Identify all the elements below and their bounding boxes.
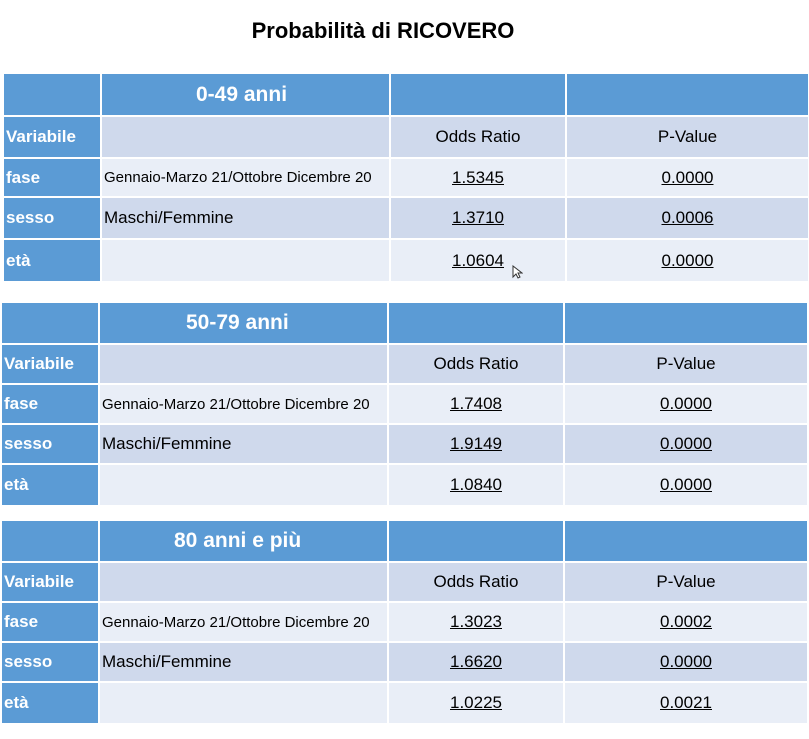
- variable-header: Variabile: [4, 117, 100, 157]
- odds-ratio-cell: 1.3710: [391, 198, 565, 238]
- variable-cell: età: [2, 465, 98, 505]
- odds-ratio-cell: 1.3023: [389, 603, 563, 641]
- description-cell: Maschi/Femmine: [100, 425, 387, 463]
- p-value-cell: 0.0000: [565, 465, 807, 505]
- description-cell: [102, 240, 389, 281]
- p-value-cell: 0.0000: [567, 240, 808, 281]
- group-header-row: [4, 74, 808, 115]
- table-row: [2, 425, 807, 463]
- variable-cell: età: [2, 683, 98, 723]
- column-header-row: [2, 345, 807, 383]
- p-value-cell: 0.0000: [565, 643, 807, 681]
- p-value-cell: 0.0000: [565, 425, 807, 463]
- p-value-cell: 0.0021: [565, 683, 807, 723]
- table-row: [4, 159, 808, 196]
- table-row: [2, 683, 807, 723]
- table-row: [2, 643, 807, 681]
- odds-ratio-cell: 1.0840: [389, 465, 563, 505]
- table-row: [2, 603, 807, 641]
- age-group-label: 50-79 anni: [100, 303, 387, 343]
- age-group-label: 80 anni e più: [100, 521, 387, 561]
- variable-header: Variabile: [2, 563, 98, 601]
- variable-cell: età: [4, 240, 100, 281]
- column-header-row: [4, 117, 808, 157]
- description-cell: Gennaio-Marzo 21/Ottobre Dicembre 20: [100, 385, 387, 423]
- description-cell: [100, 683, 387, 723]
- group-header-row: [2, 521, 807, 561]
- odds-ratio-cell: 1.9149: [389, 425, 563, 463]
- column-header-row: [2, 563, 807, 601]
- odds-table-group-3: [0, 519, 809, 725]
- odds-ratio-cell: 1.5345: [391, 159, 565, 196]
- odds-ratio-cell: 1.6620: [389, 643, 563, 681]
- variable-cell: fase: [2, 385, 98, 423]
- odds-ratio-header: Odds Ratio: [391, 117, 565, 157]
- variable-cell: sesso: [2, 425, 98, 463]
- p-value-cell: 0.0006: [567, 198, 808, 238]
- table-row: [4, 198, 808, 238]
- odds-ratio-cell: 1.0604: [391, 240, 565, 281]
- p-value-cell: 0.0000: [565, 385, 807, 423]
- odds-ratio-cell: 1.0225: [389, 683, 563, 723]
- odds-ratio-header: Odds Ratio: [389, 563, 563, 601]
- description-cell: Maschi/Femmine: [102, 198, 389, 238]
- variable-cell: sesso: [2, 643, 98, 681]
- age-group-label: 0-49 anni: [102, 74, 389, 115]
- p-value-header: P-Value: [567, 117, 808, 157]
- description-cell: Gennaio-Marzo 21/Ottobre Dicembre 20: [100, 603, 387, 641]
- variable-cell: fase: [4, 159, 100, 196]
- description-cell: Maschi/Femmine: [100, 643, 387, 681]
- variable-cell: sesso: [4, 198, 100, 238]
- variable-cell: fase: [2, 603, 98, 641]
- table-row: [4, 240, 808, 281]
- p-value-cell: 0.0000: [567, 159, 808, 196]
- description-cell: [100, 465, 387, 505]
- odds-table-group-2: [0, 301, 809, 507]
- page-title: Probabilità di RICOVERO: [251, 18, 515, 43]
- mouse-pointer-icon: [512, 265, 523, 279]
- p-value-cell: 0.0002: [565, 603, 807, 641]
- group-header-row: [2, 303, 807, 343]
- odds-ratio-header: Odds Ratio: [389, 345, 563, 383]
- p-value-header: P-Value: [565, 345, 807, 383]
- odds-table-group-1: [2, 72, 809, 283]
- table-row: [2, 465, 807, 505]
- odds-ratio-cell: 1.7408: [389, 385, 563, 423]
- description-cell: Gennaio-Marzo 21/Ottobre Dicembre 20: [102, 159, 389, 196]
- table-row: [2, 385, 807, 423]
- variable-header: Variabile: [2, 345, 98, 383]
- p-value-header: P-Value: [565, 563, 807, 601]
